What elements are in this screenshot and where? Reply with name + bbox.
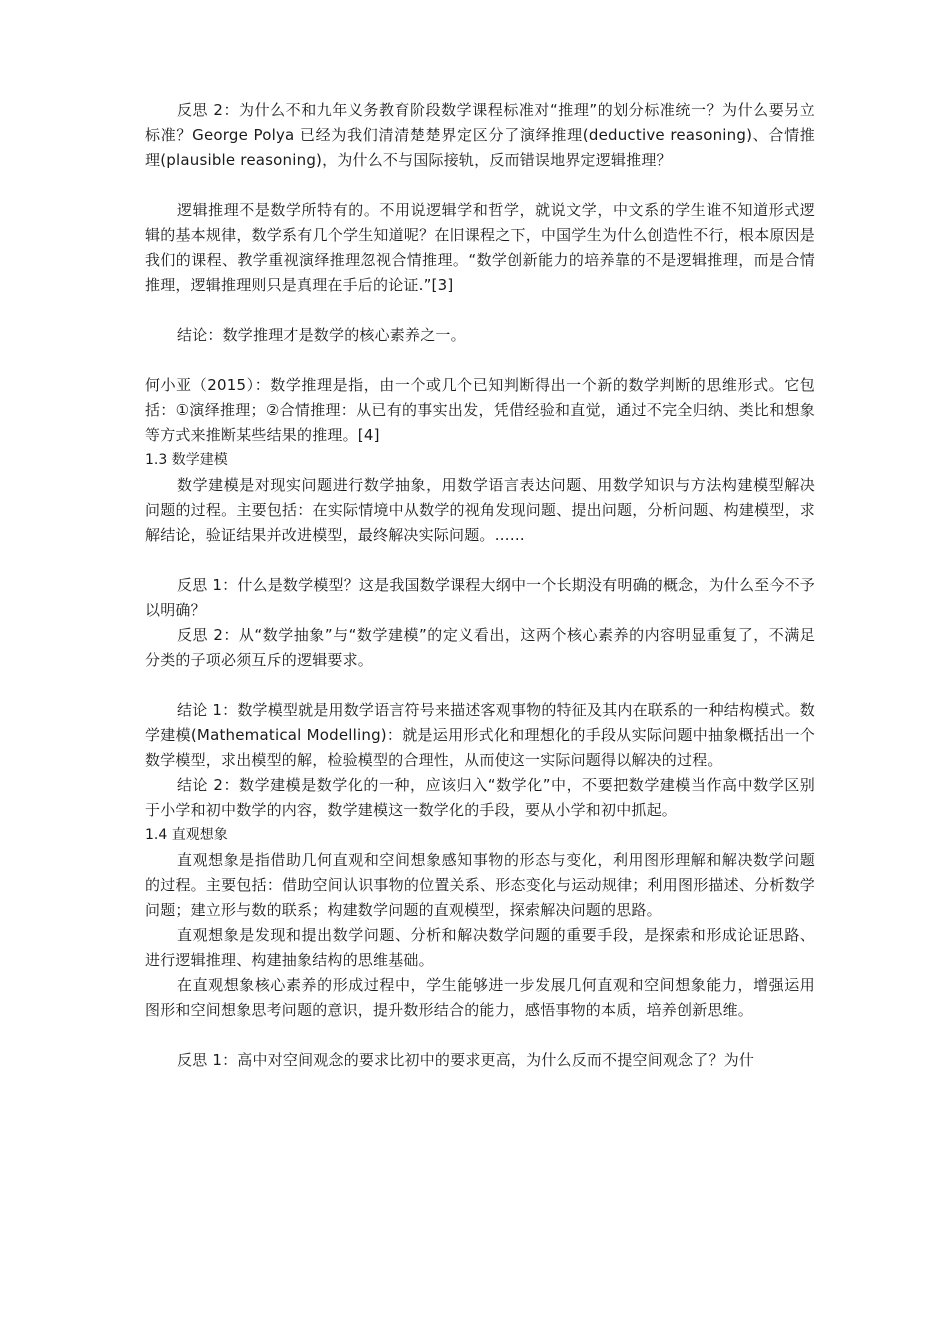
paragraph-modeling-reflection-2: 反思 2：从“数学抽象”与“数学建模”的定义看出，这两个核心素养的内容明显重复了，不满足分类的子项必须互斥的逻辑要求。	[145, 626, 815, 669]
paragraph-modeling-definition: 数学建模是对现实问题进行数学抽象，用数学语言表达问题、用数学知识与方法构建模型解决问题的过程。主要包括：在实际情境中从数学的视角发现问题、提出问题，分析问题、构建模型，求解结论，验证结果并改进模型，最终解决实际问题。……	[145, 476, 815, 544]
paragraph-intuition-role: 直观想象是发现和提出数学问题、分析和解决数学问题的重要手段，是探索和形成论证思路、进行逻辑推理、构建抽象结构的思维基础。	[145, 926, 815, 969]
paragraph-modeling-reflection-1: 反思 1：什么是数学模型？这是我国数学课程大纲中一个长期没有明确的概念，为什么至今不予以明确？	[145, 576, 815, 619]
paragraph-reflection-2-reasoning: 反思 2：为什么不和九年义务教育阶段数学课程标准对“推理”的划分标准统一？为什么要另立标准？George Polya 已经为我们清清楚楚界定区分了演绎推理(deductive reasoning)、合情推理(plausible reasoning)，为什么不与国际接轨，反而错误地界定逻辑推理？	[145, 101, 815, 169]
paragraph-modeling-conclusion-1: 结论 1：数学模型就是用数学语言符号来描述客观事物的特征及其内在联系的一种结构模式。数学建模(Mathematical Modelling)：就是运用形式化和理想化的手段从实际问题中抽象概括出一个数学模型，求出模型的解，检验模型的合理性，从而使这一实际问题得以解决的过程。	[145, 701, 815, 769]
paragraph-intuition-formation: 在直观想象核心素养的形成过程中，学生能够进一步发展几何直观和空间想象能力，增强运用图形和空间想象思考问题的意识，提升数形结合的能力，感悟事物的本质，培养创新思维。	[145, 976, 815, 1019]
section-heading-1-4: 1.4 直观想象	[145, 827, 228, 843]
paragraph-he-xiaoya: 何小亚（2015）：数学推理是指，由一个或几个已知判断得出一个新的数学判断的思维形式。它包括：①演绎推理；②合情推理：从已有的事实出发，凭借经验和直觉，通过不完全归纳、类比和想象等方式来推断某些结果的推理。[4]	[145, 376, 815, 444]
paragraph-intuition-definition: 直观想象是指借助几何直观和空间想象感知事物的形态与变化，利用图形理解和解决数学问题的过程。主要包括：借助空间认识事物的位置关系、形态变化与运动规律；利用图形描述、分析数学问题；建立形与数的联系；构建数学问题的直观模型，探索解决问题的思路。	[145, 851, 815, 919]
paragraph-conclusion-reasoning: 结论：数学推理才是数学的核心素养之一。	[177, 326, 466, 344]
paragraph-modeling-conclusion-2: 结论 2：数学建模是数学化的一种，应该归入“数学化”中，不要把数学建模当作高中数学区别于小学和初中数学的内容，数学建模这一数学化的手段，要从小学和初中抓起。	[145, 776, 815, 819]
section-heading-1-3: 1.3 数学建模	[145, 452, 228, 468]
paragraph-intuition-reflection-1: 反思 1：高中对空间观念的要求比初中的要求更高，为什么反而不提空间观念了？为什	[177, 1051, 755, 1069]
document-page	[145, 98, 815, 1073]
paragraph-logic-not-unique: 逻辑推理不是数学所特有的。不用说逻辑学和哲学，就说文学，中文系的学生谁不知道形式逻辑的基本规律，数学系有几个学生知道呢？在旧课程之下，中国学生为什么创造性不行，根本原因是我们的课程、教学重视演绎推理忽视合情推理。“数学创新能力的培养靠的不是逻辑推理，而是合情推理，逻辑推理则只是真理在手后的论证.”[3]	[145, 201, 815, 294]
